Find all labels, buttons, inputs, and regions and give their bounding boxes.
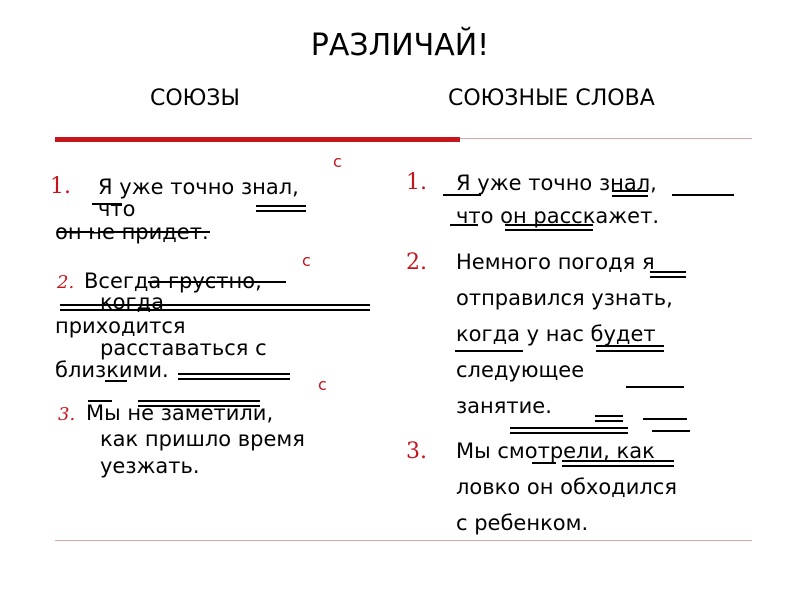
underline bbox=[643, 418, 687, 420]
right-item-3-line-2: ловко он обходился bbox=[456, 475, 677, 499]
right-item-2-line-4: следующее bbox=[456, 358, 585, 382]
underline bbox=[672, 194, 734, 196]
right-item-2-line-3: когда у нас будет bbox=[456, 322, 656, 346]
left-item-3-line-3: уезжать. bbox=[100, 454, 200, 478]
underline bbox=[443, 194, 481, 196]
underline bbox=[455, 350, 523, 352]
right-item-2-line-2: отправился узнать, bbox=[456, 286, 673, 310]
bottom-divider-line bbox=[55, 540, 752, 541]
double-underline bbox=[612, 190, 648, 197]
strikethrough bbox=[148, 281, 286, 283]
left-item-1-line-3: он не придет. bbox=[55, 220, 209, 244]
double-underline bbox=[510, 427, 628, 434]
marker-s-1: с bbox=[333, 152, 342, 171]
underline bbox=[92, 203, 122, 205]
strikethrough bbox=[98, 231, 210, 233]
left-item-2-line-3: приходится bbox=[55, 314, 186, 338]
double-underline bbox=[256, 205, 306, 212]
underline bbox=[532, 462, 556, 464]
left-item-2-line-1: Всегда грустно, bbox=[84, 269, 262, 293]
marker-s-3: с bbox=[318, 375, 327, 394]
underline bbox=[105, 380, 127, 382]
left-item-1-line-1: Я уже точно знал, bbox=[98, 175, 299, 199]
header-conjunctions: СОЮЗЫ bbox=[150, 86, 240, 111]
right-item-3-line-1: Мы смотрели, как bbox=[456, 439, 655, 463]
double-underline bbox=[178, 373, 290, 380]
double-underline bbox=[138, 400, 260, 407]
right-item-number-1: 1. bbox=[406, 170, 427, 195]
left-item-number-3: 3. bbox=[58, 404, 76, 425]
double-underline bbox=[60, 304, 370, 311]
double-underline bbox=[505, 224, 593, 231]
right-item-1-line-2: что он расскажет. bbox=[456, 204, 660, 228]
marker-s-2: с bbox=[302, 251, 311, 270]
header-conjunctive-words: СОЮЗНЫЕ СЛОВА bbox=[448, 86, 655, 111]
left-item-2-line-5: близкими. bbox=[55, 358, 169, 382]
double-underline bbox=[562, 460, 674, 467]
top-divider-line bbox=[460, 138, 752, 139]
underline bbox=[88, 400, 112, 402]
right-item-1-line-1: Я уже точно знал, bbox=[456, 171, 657, 195]
right-item-2-line-1: Немного погодя я bbox=[456, 250, 655, 274]
double-underline bbox=[595, 415, 623, 422]
strikethrough bbox=[57, 231, 94, 233]
slide-title: РАЗЛИЧАЙ! bbox=[310, 28, 490, 63]
left-item-2-line-4: расставаться с bbox=[100, 336, 267, 360]
right-item-2-line-5: занятие. bbox=[456, 394, 552, 418]
right-item-number-2: 2. bbox=[406, 250, 427, 275]
double-underline bbox=[650, 271, 686, 278]
left-item-2-line-2: когда bbox=[100, 290, 164, 314]
double-underline bbox=[596, 345, 664, 352]
underline bbox=[450, 224, 478, 226]
left-item-number-2: 2. bbox=[57, 272, 75, 293]
underline bbox=[652, 430, 690, 432]
red-divider-bar bbox=[55, 137, 460, 142]
left-item-3-line-2: как пришло время bbox=[100, 427, 305, 451]
right-item-3-line-3: с ребенком. bbox=[456, 511, 589, 535]
left-item-number-1: 1. bbox=[50, 174, 71, 199]
left-item-1-line-2: что bbox=[98, 197, 136, 221]
underline bbox=[626, 386, 684, 388]
right-item-number-3: 3. bbox=[406, 439, 427, 464]
left-item-3-line-1: Мы не заметили, bbox=[86, 401, 274, 425]
